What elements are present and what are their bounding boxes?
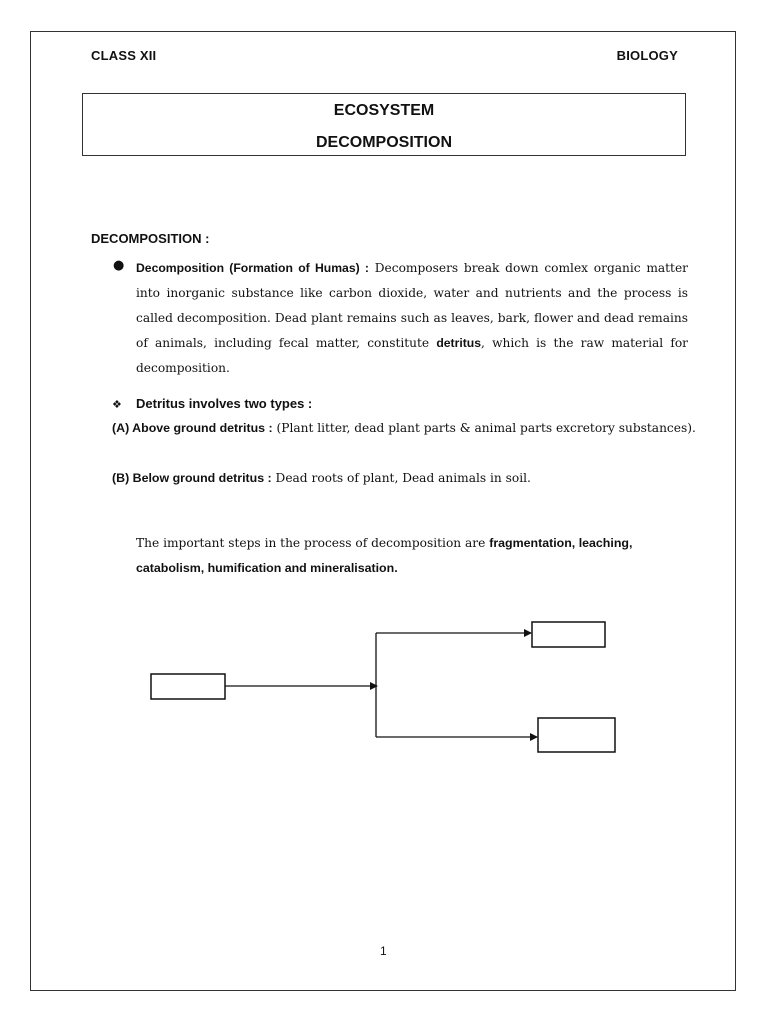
above-ground-text: (Plant litter, dead plant parts & animal parts excretory substances). [272,421,696,435]
below-ground-text: Dead roots of plant, Dead animals in soil. [271,471,531,485]
decomposition-term: Decomposition (Formation of Humas) : [136,261,369,275]
flow-box-lower [538,718,615,752]
steps-intro: The important steps in the process of decomposition are [136,536,490,550]
title-line-1: ECOSYSTEM [333,102,435,119]
title-line-2: DECOMPOSITION [315,134,452,151]
subject-label: BIOLOGY [616,48,678,63]
steps-list: fragmentation, leaching, catabolism, humification and mineralisation. [136,536,633,575]
flow-box-source [151,674,225,699]
bullet-dot-icon: ● [113,258,125,273]
paragraph-text-1: Decomposers break down comlex organic matter into inorganic substance like carbon dioxide, water and nutrients and the process is called decomposition. Dead plant remains such as leaves, bark, flower and dead remains of animals, including fecal matter, constitute [136,261,688,350]
page-number: 1 [380,944,387,958]
paragraph-text-2: , which is the raw material for decomposition. [136,336,689,375]
flow-box-upper [532,622,605,647]
class-label: CLASS XII [91,48,157,63]
detritus-word: detritus [436,336,482,350]
detritus-types-heading: Detritus involves two types : [136,396,313,411]
diamond-bullet-icon: ❖ [112,398,122,411]
below-ground-label: (B) Below ground detritus : [112,471,272,485]
above-ground-label: (A) Above ground detritus : [112,421,273,435]
section-heading: DECOMPOSITION : [91,231,210,246]
